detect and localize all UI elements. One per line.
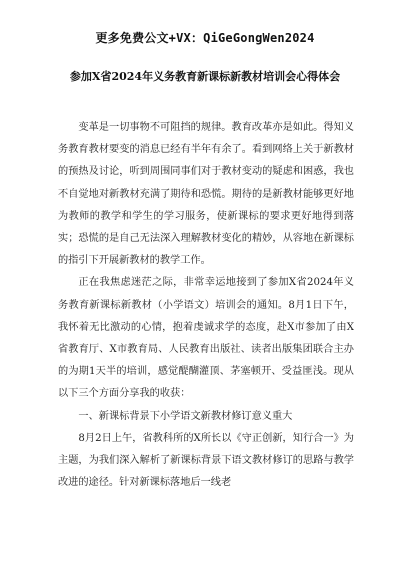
paragraph-training-notice: 正在我焦虑迷茫之际，非常幸运地接到了参加X省2024年义务教育新课标新教材（小学语文）培训会的通知。8月1日下午，我怀着无比激动的心情，抱着虔诚求学的态度，赴X市参加了由X省教育厅、X市教育局、人民教育出版社、读者出版集团联合主办的为期1天半的培训，感觉醍醐灌顶、茅塞顿开、受益匪浅。现从以下三个方面分享我的收获： — [58, 277, 354, 400]
section-heading: 一、新课标背景下小学语文新教材修订意义重大 — [78, 410, 293, 422]
promo-header: 更多免费公文+VX：QiGeGongWen2024 — [95, 31, 315, 45]
document-title: 参加X省2024年义务教育新课标新教材培训会心得体会 — [69, 70, 341, 83]
paragraph-section-one: 8月2日上午，省教科所的X所长以《守正创新，知行合一》为主题，为我们深入解析了新课标背景下语文教材修订的思路与教学改进的途径。针对新课标落地后一线老 — [58, 432, 354, 489]
paragraph-intro: 变革是一切事物不可阻挡的规律。教育改革亦是如此。得知义务教育教材要变的消息已经有半年有余了。看到网络上关于新教材的预热及讨论，听到周围同事们对于教材变动的疑虑和困惑，我也不自觉地对新教材充满了期待和恐慌。期待的是新教材能够更好地为教师的教学和学生的学习服务，使新课标的要求更好地得到落实；恐慌的是自己无法深入理解教材变化的精妙，从容地在新课标的指引下开展新教材的教学工作。 — [58, 122, 354, 267]
document-body — [58, 117, 354, 494]
